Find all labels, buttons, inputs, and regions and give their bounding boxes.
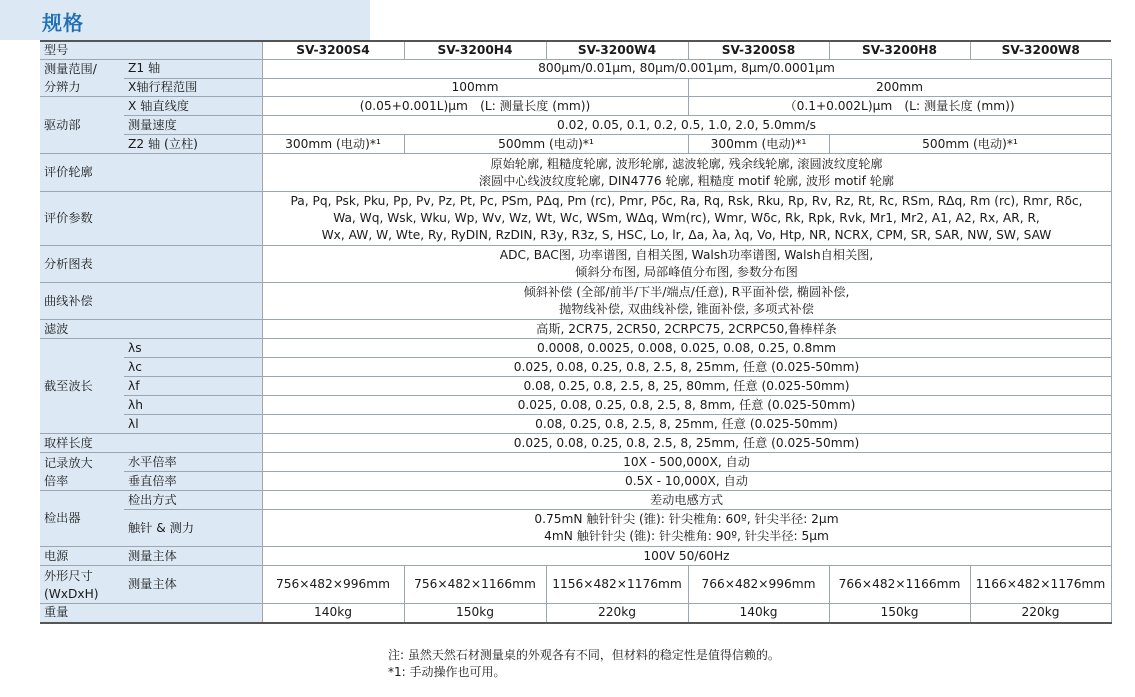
vmag-label: 垂直倍率: [124, 472, 262, 491]
weight-value: 220kg: [546, 604, 688, 623]
spec-row: [40, 415, 1111, 434]
dims-value: 1166×482×1176mm: [970, 566, 1111, 604]
speed-value: 0.02, 0.05, 0.1, 0.2, 0.5, 1.0, 2.0, 5.0mm/s: [262, 116, 1111, 135]
ls-label: λs: [124, 339, 262, 358]
method-label: 检出方式: [124, 491, 262, 510]
spec-row: [40, 434, 1111, 453]
spec-row: [40, 135, 1111, 154]
detector-label: 检出器: [40, 491, 124, 547]
stylus-value-line: 4mN 触针针尖 (锥): 针尖椎角: 90º, 针尖半径: 5μm: [544, 529, 829, 543]
filter-value: 高斯, 2CR75, 2CR50, 2CRPC75, 2CRPC50,鲁棒样条: [262, 320, 1111, 339]
spec-row: [40, 246, 1111, 283]
weight-value: 140kg: [262, 604, 404, 623]
drive-label: 驱动部: [40, 97, 124, 154]
graph-label: 分析图表: [40, 246, 262, 283]
stylus-value: [262, 510, 1111, 547]
x-straight-8-value: （0.1+0.002L)μm (L: 测量长度 (mm)): [688, 97, 1111, 116]
lh-value: 0.025, 0.08, 0.25, 0.8, 2.5, 8, 8mm, 任意 (0.025-50mm): [262, 396, 1111, 415]
x-range-4-value: 100mm: [262, 78, 688, 97]
sample-value: 0.025, 0.08, 0.25, 0.8, 2.5, 8, 25mm, 任意 (0.025-50mm): [262, 434, 1111, 453]
spec-table: [40, 40, 1112, 624]
spec-row: [40, 453, 1111, 472]
spec-row: [40, 78, 1111, 97]
lc-value: 0.025, 0.08, 0.25, 0.8, 2.5, 8, 25mm, 任意 (0.025-50mm): [262, 358, 1111, 377]
model-header: SV-3200S4: [262, 41, 404, 60]
spec-row: [40, 339, 1111, 358]
weight-value: 150kg: [404, 604, 546, 623]
spec-row: [40, 154, 1111, 192]
ll-label: λl: [124, 415, 262, 434]
stylus-value-line: 0.75mN 触针针尖 (锥): 针尖椎角: 60º, 针尖半径: 2μm: [534, 512, 839, 526]
profile-value-line: 原始轮廓, 粗糙度轮廓, 波形轮廓, 滤波轮廓, 残余线轮廓, 滚圆波纹度轮廓: [490, 156, 883, 171]
x-straight-label: X 轴直线度: [124, 97, 262, 116]
graph-value: [262, 246, 1111, 283]
lh-label: λh: [124, 396, 262, 415]
header-row: [40, 41, 1111, 60]
model-header: SV-3200W4: [546, 41, 688, 60]
model-header: SV-3200W8: [970, 41, 1111, 60]
spec-row: [40, 491, 1111, 510]
spec-row: [40, 97, 1111, 116]
power-value: 100V 50/60Hz: [262, 547, 1111, 566]
z2-hw4-value: 500mm (电动)*¹: [404, 135, 688, 154]
comp-value: [262, 283, 1111, 320]
param-value-line: Wx, AW, W, Wte, Ry, RyDIN, RzDIN, R3y, R3z, S, HSC, Lo, lr, Δa, λa, λq, Vo, Htp, NR, NCRX, CPM, SR, SAR, NW, SW, SAW: [321, 228, 1052, 242]
comp-value-line: 抛物线补偿, 双曲线补偿, 锥面补偿, 多项式补偿: [559, 302, 814, 316]
cutoff-label: 截至波长: [40, 339, 124, 434]
spec-row: [40, 358, 1111, 377]
speed-label: 测量速度: [124, 116, 262, 135]
spec-row: [40, 377, 1111, 396]
graph-value-line: ADC, BAC图, 功率谱图, 自相关图, Walsh功率谱图, Walsh自相关图,: [499, 248, 874, 262]
z2-hw8-value: 500mm (电动)*¹: [829, 135, 1111, 154]
spec-row: [40, 547, 1111, 566]
z1-value: 800μm/0.01μm, 80μm/0.001μm, 8μm/0.0001μm: [262, 60, 1111, 79]
x-range-8-value: 200mm: [688, 78, 1111, 97]
ll-value: 0.08, 0.25, 0.8, 2.5, 8, 25mm, 任意 (0.025-50mm): [262, 415, 1111, 434]
profile-value: [262, 154, 1111, 192]
sample-label: 取样长度: [40, 434, 262, 453]
filter-label: 滤波: [40, 320, 262, 339]
spec-row: [40, 283, 1111, 320]
spec-row: [40, 192, 1111, 246]
footnote-note: 注: 虽然天然石材测量桌的外观各有不同，但材料的稳定性是值得信赖的。: [388, 648, 780, 662]
method-value: 差动电感方式: [262, 491, 1111, 510]
dims-label: 外形尺寸 (WxDxH): [40, 566, 124, 604]
dims-value: 756×482×1166mm: [404, 566, 546, 604]
param-label: 评价参数: [40, 192, 262, 246]
dims-value: 756×482×996mm: [262, 566, 404, 604]
footnote-manual: *1: 手动操作也可用。: [388, 665, 506, 679]
z1-label: Z1 轴: [124, 60, 262, 79]
dims-body-label: 测量主体: [124, 566, 262, 604]
x-straight-4-value: (0.05+0.001L)μm (L: 测量长度 (mm)): [262, 97, 688, 116]
range-label: 测量范围/ 分辨力: [40, 60, 124, 97]
spec-row: [40, 60, 1111, 79]
section-title: 规格: [42, 11, 84, 35]
graph-value-line: 倾斜分布图, 局部峰值分布图, 参数分布图: [575, 265, 798, 279]
z2-s8-value: 300mm (电动)*¹: [688, 135, 829, 154]
spec-row: [40, 566, 1111, 604]
spec-row: [40, 396, 1111, 415]
weight-value: 220kg: [970, 604, 1111, 623]
mag-label: 记录放大 倍率: [40, 453, 124, 491]
comp-label: 曲线补偿: [40, 283, 262, 320]
power-body-label: 测量主体: [124, 547, 262, 566]
dims-value: 766×482×996mm: [688, 566, 829, 604]
param-value: [262, 192, 1111, 246]
weight-value: 150kg: [829, 604, 970, 623]
power-label: 电源: [40, 547, 124, 566]
model-header: SV-3200H4: [404, 41, 546, 60]
spec-row: [40, 116, 1111, 135]
lf-label: λf: [124, 377, 262, 396]
spec-row: [40, 510, 1111, 547]
lc-label: λc: [124, 358, 262, 377]
lf-value: 0.08, 0.25, 0.8, 2.5, 8, 25, 80mm, 任意 (0.025-50mm): [262, 377, 1111, 396]
param-value-line: Wa, Wq, Wsk, Wku, Wp, Wv, Wz, Wt, Wc, WSm, WΔq, Wm(rc), Wmr, Wδc, Rk, Rpk, Rvk, Mr1, Mr2, A1, A2, Rx, AR, R,: [333, 211, 1040, 225]
spec-row: [40, 604, 1111, 623]
spec-row: [40, 472, 1111, 491]
spec-row: [40, 320, 1111, 339]
weight-label: 重量: [40, 604, 262, 623]
x-range-label: X轴行程范围: [124, 78, 262, 97]
stylus-label: 触针 & 测力: [124, 510, 262, 547]
hmag-value: 10X - 500,000X, 自动: [262, 453, 1111, 472]
dims-value: 1156×482×1176mm: [546, 566, 688, 604]
comp-value-line: 倾斜补偿 (全部/前半/下半/端点/任意), R平面补偿, 椭圆补偿,: [523, 285, 850, 299]
profile-value-line: 滚圆中心线波纹度轮廓, DIN4776 轮廓, 粗糙度 motif 轮廓, 波形 motif 轮廓: [478, 173, 895, 188]
ls-value: 0.0008, 0.0025, 0.008, 0.025, 0.08, 0.25, 0.8mm: [262, 339, 1111, 358]
z2-s4-value: 300mm (电动)*¹: [262, 135, 404, 154]
model-label: 型号: [40, 41, 262, 60]
weight-value: 140kg: [688, 604, 829, 623]
vmag-value: 0.5X - 10,000X, 自动: [262, 472, 1111, 491]
z2-label: Z2 轴 (立柱): [124, 135, 262, 154]
hmag-label: 水平倍率: [124, 453, 262, 472]
param-value-line: Pa, Pq, Psk, Pku, Pp, Pv, Pz, Pt, Pc, PSm, PΔq, Pm (rc), Pmr, Pδc, Ra, Rq, Rsk, Rku, Rp, Rv, Rz, Rt, Rc, RSm, RΔq, Rm (rc), Rmr, Rδc,: [290, 194, 1083, 208]
footnotes: [388, 647, 780, 681]
model-header: SV-3200H8: [829, 41, 970, 60]
profile-label: 评价轮廓: [40, 154, 262, 192]
model-header: SV-3200S8: [688, 41, 829, 60]
dims-value: 766×482×1166mm: [829, 566, 970, 604]
